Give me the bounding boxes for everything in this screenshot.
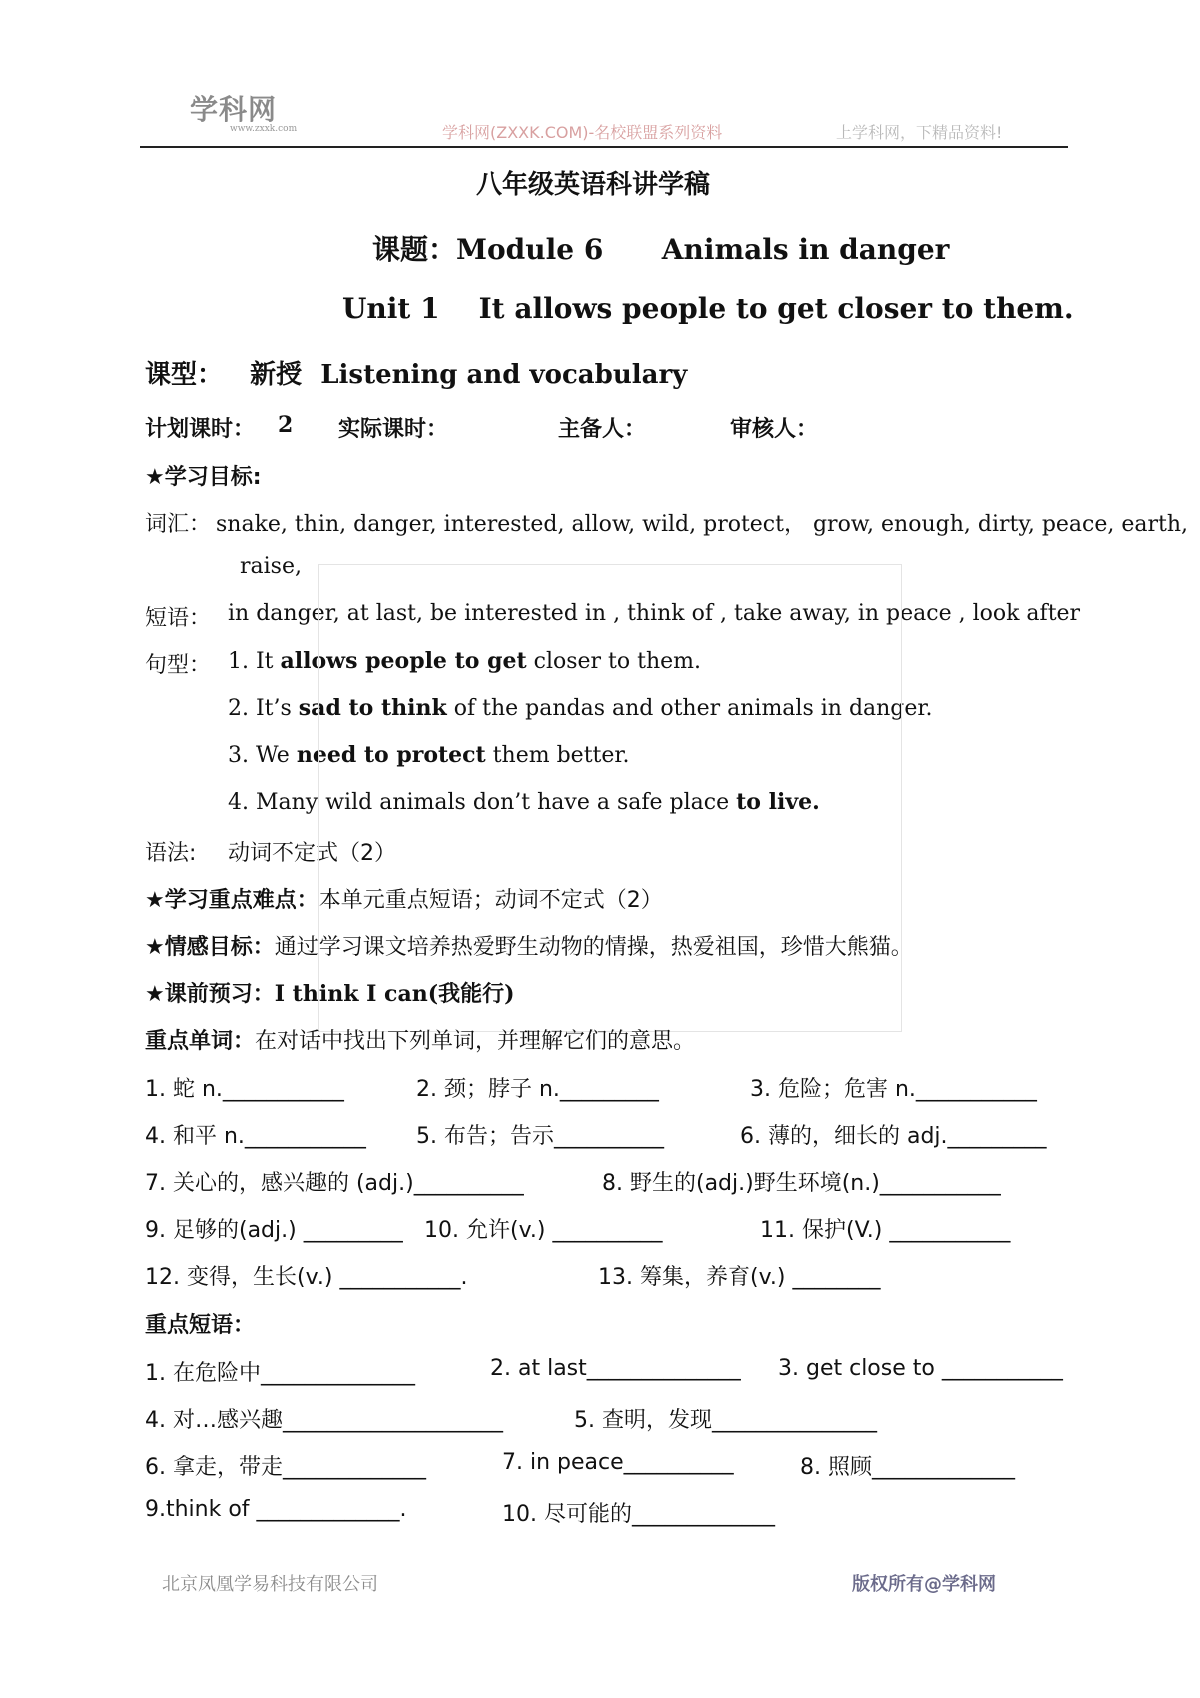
word-item: 9. 足够的(adj.) _________ (145, 1218, 403, 1243)
phrase-item: 10. 尽可能的_____________ (502, 1502, 775, 1527)
words-line (145, 1024, 695, 1055)
word-item: 13. 筹集，养育(v.) ________ (598, 1265, 881, 1290)
word-item: 6. 薄的，细长的 adj._________ (740, 1124, 1047, 1149)
phrase-item: 5. 查明，发现_______________ (574, 1408, 877, 1433)
logo-text: 学科网 (190, 93, 278, 126)
emotion-text: 通过学习课文培养热爱野生动物的情操，热爱祖国，珍惜大熊猫。 (274, 935, 913, 960)
phrases-section-label: 重点短语： (145, 1313, 256, 1338)
goals-heading: ★学习目标: (145, 465, 262, 490)
word-item: 10. 允许(v.) __________ (424, 1218, 663, 1243)
phrase-item: 3. get close to ___________ (778, 1356, 1063, 1381)
patterns-label: 句型： (145, 653, 212, 678)
topic-line (372, 228, 949, 268)
pattern-1-pre: 1. It (228, 649, 281, 674)
grammar-value: 动词不定式（2） (228, 841, 396, 866)
watermark-box (318, 564, 902, 1032)
header-center-text: 学科网(ZXXK.COM)-名校联盟系列资料 (442, 123, 723, 142)
vocab-label: 词汇： (145, 512, 212, 537)
unit-title: Unit 1 It allows people to get closer to them. (342, 292, 1074, 325)
words-instruction: 在对话中找出下列单词，并理解它们的意思。 (255, 1029, 696, 1054)
pattern-2-bold: sad to think (298, 695, 447, 721)
word-item: 8. 野生的(adj.)野生环境(n.)___________ (602, 1171, 1001, 1196)
pattern-1-bold: allows people to get (280, 648, 527, 674)
reviewer-label: 审核人： (730, 417, 819, 442)
grammar-label: 语法: (145, 841, 197, 866)
phrase-item: 9.think of _____________. (145, 1497, 407, 1522)
preview-text: I think I can(我能行) (274, 981, 515, 1007)
pattern-4-bold: to live. (736, 789, 820, 815)
topic-label: 课题： (372, 233, 457, 266)
header-divider (140, 146, 1068, 148)
actual-hours-label: 实际课时： (338, 417, 449, 442)
word-item: 11. 保护(V.) ___________ (760, 1218, 1011, 1243)
preview-label: ★课前预习： (145, 982, 275, 1007)
phrase-item: 1. 在危险中______________ (145, 1361, 415, 1386)
word-item: 7. 关心的，感兴趣的 (adj.)__________ (145, 1171, 524, 1196)
key-points-text: 本单元重点短语；动词不定式（2） (318, 888, 663, 913)
pattern-3-post: them better. (485, 743, 630, 768)
footer-copyright: 版权所有@学科网 (852, 1574, 996, 1595)
phrases-list: in danger, at last, be interested in , think of , take away, in peace , look after (228, 601, 1081, 626)
emotion-label: ★情感目标： (145, 935, 275, 960)
word-item: 3. 危险；危害 n.___________ (750, 1077, 1037, 1102)
phrases-label: 短语： (145, 606, 212, 631)
phrase-item: 8. 照顾_____________ (800, 1455, 1015, 1480)
word-item: 5. 布告；告示__________ (416, 1124, 664, 1149)
logo (190, 88, 298, 134)
pattern-1-post: closer to them. (526, 649, 702, 674)
word-item: 4. 和平 n.___________ (145, 1124, 366, 1149)
document-title: 八年级英语科讲学稿 (476, 170, 711, 200)
plan-hours-value: 2 (278, 412, 294, 438)
topic-value: Module 6 Animals in danger (456, 233, 950, 266)
pattern-3-bold: need to protect (296, 742, 486, 768)
pattern-2-pre: 2. It’s (228, 696, 299, 721)
phrase-item: 2. at last______________ (490, 1356, 741, 1381)
lesson-type-value: 新授 Listening and vocabulary (250, 360, 688, 390)
pattern-3-pre: 3. We (228, 743, 297, 768)
header-right-text: 上学科网，下精品资料! (836, 123, 1003, 142)
word-item: 12. 变得，生长(v.) ___________. (145, 1265, 468, 1290)
phrase-item: 7. in peace__________ (502, 1450, 734, 1475)
preparer-label: 主备人： (558, 417, 647, 442)
lesson-type-label: 课型： (145, 360, 224, 390)
plan-hours-label: 计划课时： (145, 417, 256, 442)
footer-company: 北京凤凰学易科技有限公司 (162, 1574, 378, 1595)
word-item: 1. 蛇 n.___________ (145, 1077, 344, 1102)
pattern-4-pre: 4. Many wild animals don’t have a safe place (228, 790, 737, 815)
phrase-item: 4. 对…感兴趣____________________ (145, 1408, 503, 1433)
words-label: 重点单词： (145, 1029, 256, 1054)
vocab-line-2: raise, (240, 554, 302, 579)
logo-url: www.zxxk.com (230, 124, 298, 134)
pattern-2-post: of the pandas and other animals in danger. (446, 696, 933, 721)
word-item: 2. 颈；脖子 n._________ (416, 1077, 659, 1102)
phrase-item: 6. 拿走，带走_____________ (145, 1455, 426, 1480)
vocab-line-1: snake, thin, danger, interested, allow, wild, protect， grow, enough, dirty, peace, earth, (216, 512, 1189, 537)
lesson-type-line (145, 354, 687, 391)
key-points-label: ★学习重点难点： (145, 888, 319, 913)
